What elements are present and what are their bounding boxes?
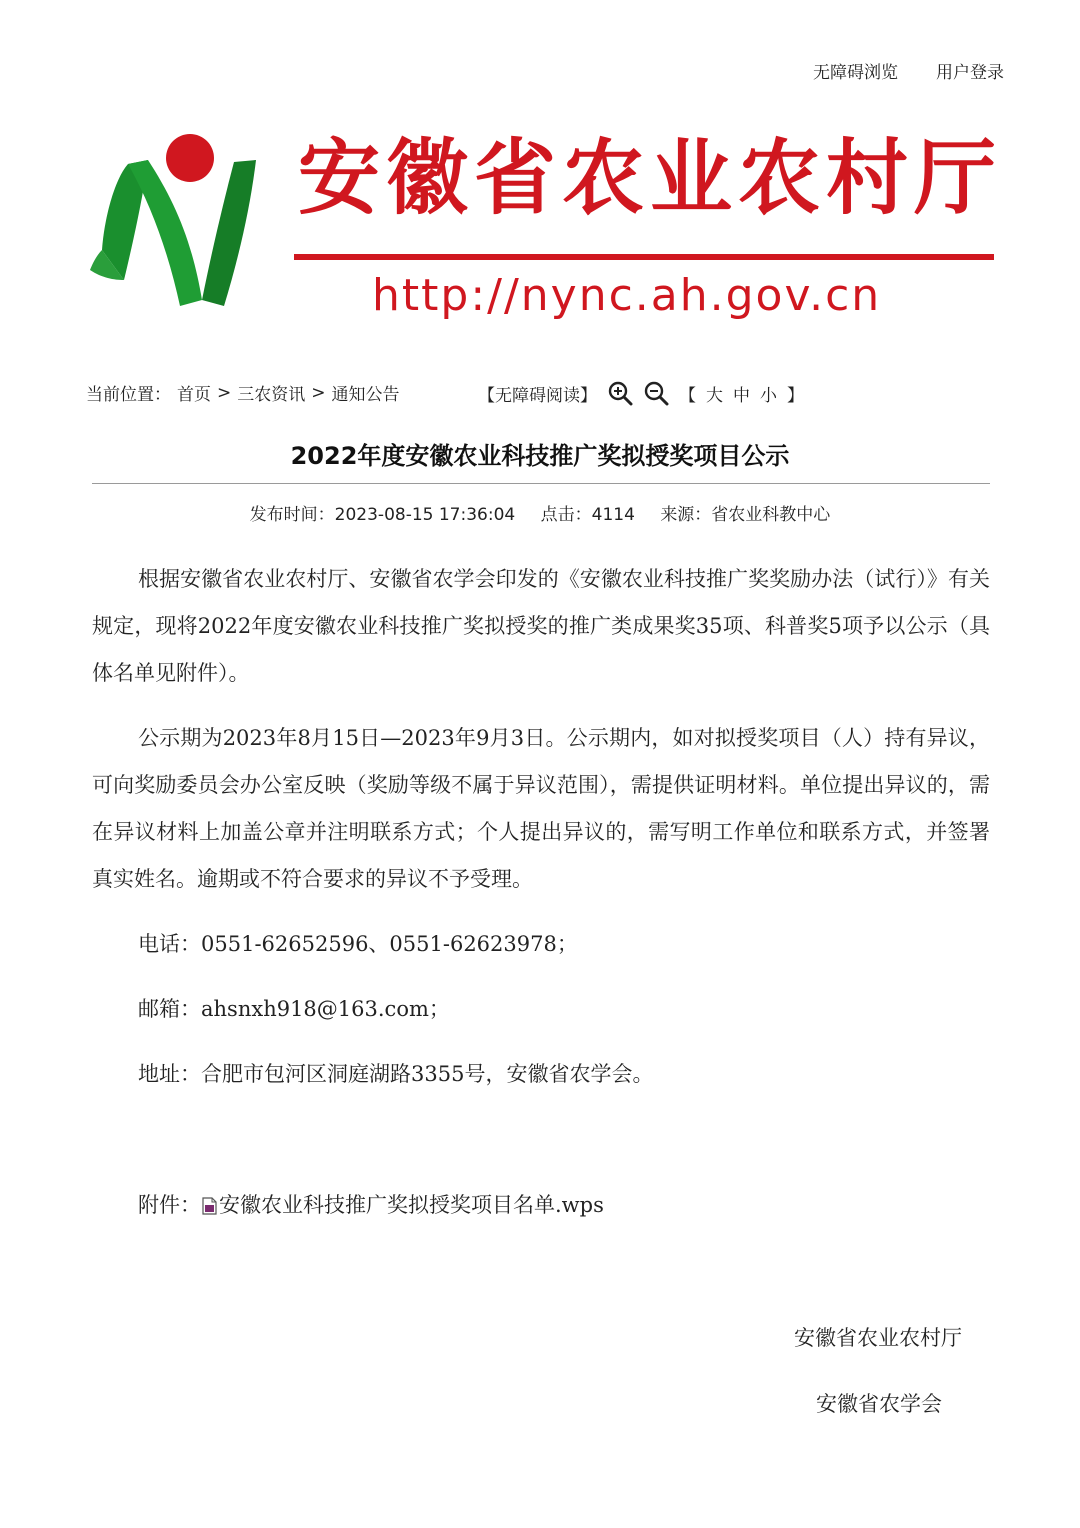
attachment-line [92,1182,990,1229]
font-size-small[interactable]: 小 [760,385,777,406]
font-size-options [706,381,777,406]
article-meta [0,500,1080,525]
breadcrumb-separator: > [217,382,232,403]
title-divider [92,483,990,484]
signature-agronomy-society: 安徽省农学会 [816,1392,942,1416]
breadcrumb-prefix: 当前位置： [86,385,171,405]
zoom-out-icon[interactable] [643,380,669,406]
breadcrumb [86,380,400,405]
font-size-large[interactable]: 大 [706,385,723,406]
accessibility-browse-link[interactable]: 无障碍浏览 [813,63,898,83]
publish-time: 发布时间：2023-08-15 17:36:04 [249,505,516,525]
wps-file-icon [201,1197,217,1215]
font-size-medium[interactable]: 中 [733,385,750,406]
contact-email: 邮箱：ahsnxh918@163.com； [138,997,450,1021]
attachment-label: 附件： [138,1193,201,1217]
breadcrumb-separator: > [311,382,326,403]
accessible-read-button[interactable]: 【无障碍阅读】 [478,385,597,406]
article-title: 2022年度安徽农业科技推广奖拟授奖项目公示 [290,442,790,470]
breadcrumb-toolbar-row [86,380,996,406]
zoom-in-icon[interactable] [607,380,633,406]
breadcrumb-notices[interactable]: 通知公告 [331,385,400,405]
breadcrumb-home[interactable]: 首页 [177,385,211,405]
signature-agriculture-dept: 安徽省农业农村厅 [794,1326,962,1350]
attachment-link[interactable]: 安徽农业科技推广奖拟授奖项目名单.wps [219,1193,604,1217]
user-login-link[interactable]: 用户登录 [936,63,1004,83]
contact-address: 地址：合肥市包河区洞庭湖路3355号，安徽省农学会。 [138,1062,654,1086]
article-source: 来源：省农业科教中心 [660,505,831,525]
breadcrumb-sannong-news[interactable]: 三农资讯 [237,385,306,405]
banner-divider [294,254,994,260]
font-size-bracket-open: 【 [679,385,696,406]
top-utility-bar [813,58,1004,83]
site-name: 安徽省农业农村厅 [298,131,1003,226]
ministry-logo [84,130,274,320]
reading-tools [478,380,804,406]
contact-phone: 电话：0551-62652596、0551-62623978； [138,932,578,956]
body-paragraph: 根据安徽省农业农村厅、安徽省农学会印发的《安徽农业科技推广奖奖励办法（试行）》有关规定，现将2022年度安徽农业科技推广奖拟授奖的推广类成果奖35项、科普奖5项予以公示（具体名单见附件）。 [92,567,990,685]
site-url: http://nync.ah.gov.cn [372,270,882,321]
click-count: 点击：4114 [540,505,635,525]
site-banner [84,130,1004,330]
article-body [92,556,990,1229]
font-size-bracket-close: 】 [787,385,804,406]
body-paragraph: 公示期为2023年8月15日—2023年9月3日。公示期内，如对拟授奖项目（人）持有异议，可向奖励委员会办公室反映（奖励等级不属于异议范围），需提供证明材料。单位提出异议的，需在异议材料上加盖公章并注明联系方式；个人提出异议的，需写明工作单位和联系方式，并签署真实姓名。逾期或不符合要求的异议不予受理。 [92,726,990,891]
